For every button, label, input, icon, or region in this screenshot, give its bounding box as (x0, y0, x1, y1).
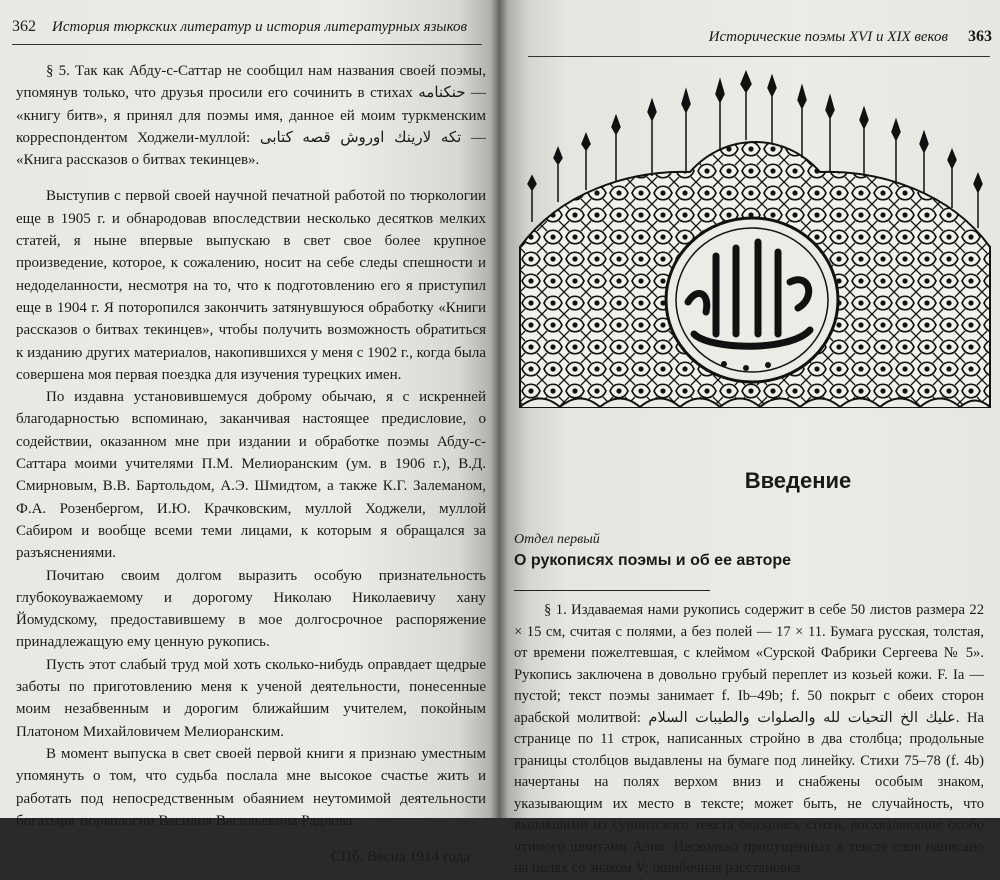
book-gutter (490, 0, 508, 818)
right-page (498, 0, 1000, 876)
calligraphy-ornament-illustration (520, 72, 990, 407)
left-header-title: История тюркских литератур и история литературных языков (52, 19, 468, 35)
signature-date: СПб. Весна 1914 года (331, 849, 470, 866)
left-body-text (16, 60, 486, 868)
section-label: Отдел первый (514, 532, 600, 547)
right-body-text (514, 600, 984, 880)
right-page-number: 363 (968, 28, 992, 45)
introduction-heading: Введение (744, 468, 852, 493)
paragraph-khan: Почитаю своим долгом выразить особую признательность глубокоуважаемому и дорогому Николаю Николаевичу хану Йомудскому, предоставившему в мое долгосрочное распоряжение принадлежащую ему ценную рукопись. (16, 567, 486, 651)
paragraph-radlov: В момент выпуска в свет своей первой книги я признаю уместным упомянуть о том, что судьба послала мне высокое счастье жить и работать под непосредственным обаянием неутомимой деятельности богатыря тюркологии Василия Васильевича Радлова. (16, 745, 486, 829)
paragraph-teacher: Пусть этот слабый труд мой хоть сколько-нибудь оправдает щедрые заботы по приготовлению меня к ученой деятельности, понесенные моим незабвенным и дорогим ближайшим учителем, покойным Платоном Михайловичем Мелиоранским. (16, 656, 486, 740)
left-header-rule (12, 44, 482, 45)
paragraph-gratitude: По издавна установившемуся доброму обычаю, я с искренней благодарностью вспоминаю, заканчивая настоящее предисловие, о содействии, оказанном мне при издании и обработке поэмы Абду-с-Саттара моими учителями П.М. Мелиоранским (ум. в 1906 г.), В.Д. Смирновым, В.В. Бартольдом, А.Э. Шмидтом, а также К.Г. Залеманом, Ф.А. Розенбергом, И.Ю. Крачковским, муллой Ходжели, муллой Сабиром и вообще всеми теми лицами, к которым я обращался за разъяснениями. (16, 389, 486, 562)
section-rule (514, 590, 710, 591)
right-header-rule (528, 56, 990, 57)
paragraph-5: § 5. Так как Абду-с-Саттар не сообщил нам названия своей поэмы, упомянув только, что друзья просили его сочинить в стихах حنکنامه — «книгу битв», я принял для поэмы имя, данное ей моим туркменским корреспондентом Ходжели-муллой: تکه لارینك اوروش قصه کتابی — «Книга рассказов о битвах текинцев». (16, 63, 486, 169)
left-page-number: 362 (12, 18, 36, 35)
left-running-header (12, 18, 482, 40)
right-header-title: Исторические поэмы XVI и XIX веков (708, 29, 948, 45)
left-page (0, 0, 498, 866)
section-title: О рукописях поэмы и об ее авторе (514, 552, 792, 569)
paragraph-1: § 1. Издаваемая нами рукопись содержит в себе 50 листов размера 22 × 15 см, считая с полями, а без полей — 17 × 11. Бумага русская, толстая, от времени пожелтевшая, с клеймом «Сурской Фабрики Сергеева № 5». Рукопись заключена в довольно грубый переплет из козьей кожи. F. Ia — пустой; текст поэмы занимает f. Ib–49b; f. 50 покрыт с обеих сторон арабской молитвой: علیك الخ التحیات لله والصلوات والطیبات السلام. На странице по 11 строк, написанных стройно в два столбца; продольные границы столбцов выдавлены на бумаге под линейку. Стихи 75–78 (f. 4b) начертаны на полях верхом вниз и снабжены особым знаком, указывающим их место в тексте; может быть, не случайность, что выпавшими из суннитского текста оказались стихи, восхваляющие особо чтимого шиитами Алия. Несколько пропущенных в тексте слов написано на полях со знаком V; ошибочная расстановка (514, 602, 984, 876)
paragraph-first-work: Выступив с первой своей научной печатной работой по тюркологии еще в 1905 г. и обнародовав впоследствии несколько десятков мелких статей, я ныне впервые выпускаю в свет свое более крупное произведение, которое, к сожалению, носит на себе следы спешности и недоделанности, несмотря на то, что к подготовлению его я приступил еще в 1904 г. Я поторопился закончить затянувшуюся обработку «Книги рассказов о битвах текинцев», чтобы получить возможность обратиться к изданию других материалов, накопившихся у меня с 1902 г., когда была совершена моя первая поездка для изучения турецких имен. (16, 188, 486, 383)
right-running-header (532, 28, 992, 50)
